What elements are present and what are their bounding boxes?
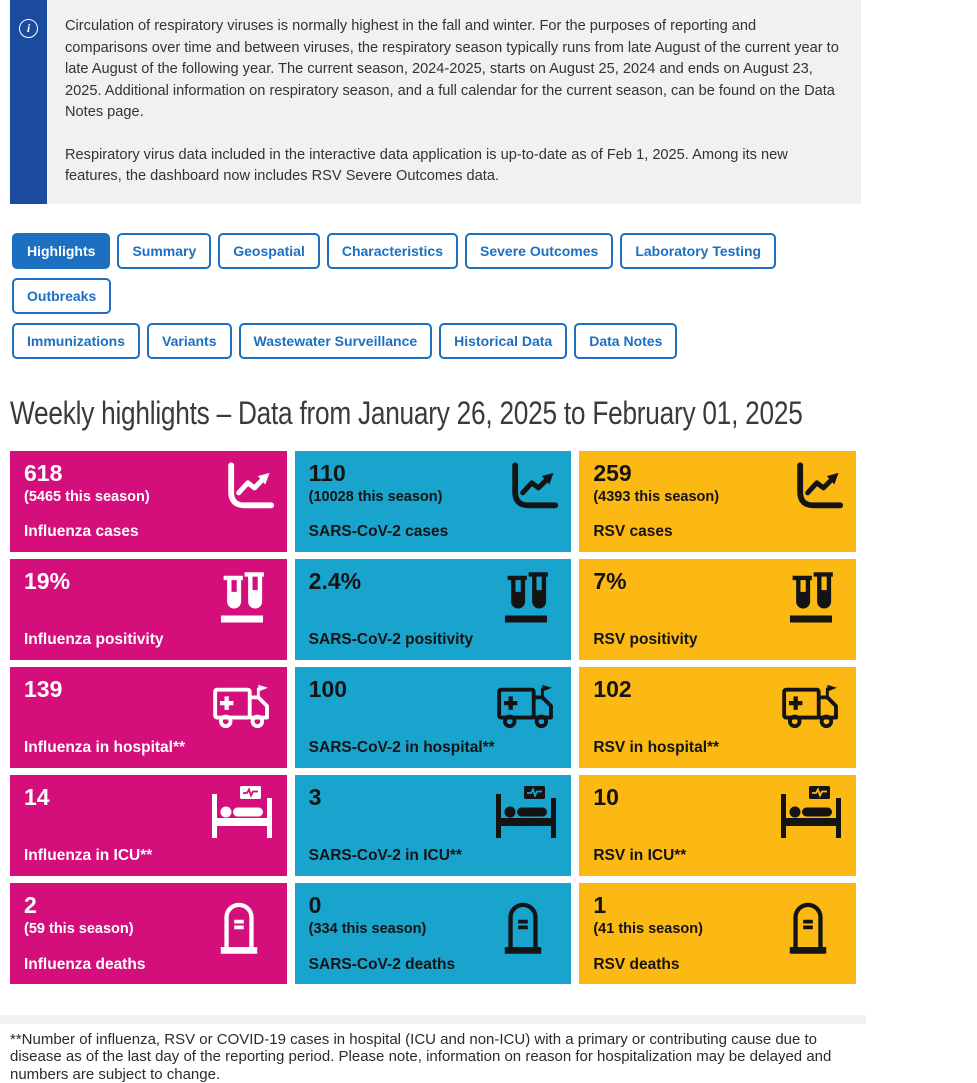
stat-label: RSV in hospital** [593, 739, 843, 757]
stat-label: SARS-CoV-2 deaths [309, 956, 559, 974]
hospital-bed-icon [494, 786, 558, 840]
card-rsv-deaths [579, 883, 856, 984]
hospital-bed-icon [779, 786, 843, 840]
stat-value: 7% [593, 568, 626, 594]
tab-geospatial[interactable]: Geospatial [218, 233, 320, 269]
test-tubes-icon [498, 570, 554, 626]
tab-variants[interactable]: Variants [147, 323, 231, 359]
stat-value: 139 [24, 676, 62, 702]
stat-label: SARS-CoV-2 positivity [309, 631, 559, 649]
tombstone-icon [216, 894, 262, 956]
hospitalization-footnote: **Number of influenza, RSV or COVID-19 cases in hospital (ICU and non-ICU) with a primary or contributing cause due to disease as of the last day of the reporting period. Please note, information on reason for hospitalization may be delayed and numbers are subject to change. [10, 1031, 856, 1083]
tab-highlights[interactable]: Highlights [12, 233, 110, 269]
ambulance-icon [496, 682, 558, 730]
tab-immunizations[interactable]: Immunizations [12, 323, 140, 359]
stat-value: 1 [593, 892, 703, 918]
card-influenza-cases [10, 451, 287, 552]
stat-value: 2 [24, 892, 134, 918]
stat-label: SARS-CoV-2 cases [309, 523, 559, 541]
info-banner [10, 0, 861, 204]
tab-laboratory-testing[interactable]: Laboratory Testing [620, 233, 776, 269]
info-circle-icon: i [19, 19, 38, 38]
card-sarscov2-in-icu [295, 775, 572, 876]
stat-season-note: (59 this season) [24, 921, 134, 937]
card-rsv-in-icu [579, 775, 856, 876]
stat-value: 259 [593, 460, 719, 486]
tab-severe-outcomes[interactable]: Severe Outcomes [465, 233, 613, 269]
stat-season-note: (10028 this season) [309, 489, 443, 505]
stat-season-note: (41 this season) [593, 921, 703, 937]
stat-label: RSV deaths [593, 956, 843, 974]
card-influenza-in-hospital [10, 667, 287, 768]
stat-label: Influenza positivity [24, 631, 274, 649]
stat-value: 0 [309, 892, 427, 918]
card-influenza-in-icu [10, 775, 287, 876]
dashboard-tab-bar [12, 233, 856, 368]
stat-label: Influenza in hospital** [24, 739, 274, 757]
test-tubes-icon [214, 570, 270, 626]
stat-value: 2.4% [309, 568, 361, 594]
tab-summary[interactable]: Summary [117, 233, 211, 269]
tombstone-icon [500, 894, 546, 956]
stats-grid [10, 451, 856, 984]
card-influenza-deaths [10, 883, 287, 984]
tab-historical-data[interactable]: Historical Data [439, 323, 567, 359]
section-divider [0, 1015, 866, 1024]
page-title: Weekly highlights – Data from January 26, 2025 to February 01, 2025 [10, 395, 856, 432]
stat-value: 100 [309, 676, 347, 702]
stat-label: Influenza in ICU** [24, 847, 274, 865]
ambulance-icon [212, 682, 274, 730]
stat-label: Influenza deaths [24, 956, 274, 974]
tab-outbreaks[interactable]: Outbreaks [12, 278, 111, 314]
card-sarscov2-deaths [295, 883, 572, 984]
stat-value: 102 [593, 676, 631, 702]
stat-season-note: (4393 this season) [593, 489, 719, 505]
stat-label: RSV positivity [593, 631, 843, 649]
trend-chart-icon [220, 462, 274, 512]
card-sarscov2-in-hospital [295, 667, 572, 768]
stat-label: SARS-CoV-2 in hospital** [309, 739, 559, 757]
stat-label: SARS-CoV-2 in ICU** [309, 847, 559, 865]
trend-chart-icon [504, 462, 558, 512]
stat-value: 110 [309, 460, 443, 486]
info-paragraph-season: Circulation of respiratory viruses is normally highest in the fall and winter. For the purposes of reporting and comparisons over time and between viruses, the respiratory season typically runs from late August of the current year to late August of the following year. The current season, 2024-2025, starts on August 25, 2024 and ends on August 23, 2025. Additional information on respiratory season, and a full calendar for the current season, can be found on the Data Notes page. [65, 16, 841, 124]
test-tubes-icon [783, 570, 839, 626]
stat-value: 19% [24, 568, 70, 594]
hospital-bed-icon [210, 786, 274, 840]
stat-value: 14 [24, 784, 50, 810]
tab-data-notes[interactable]: Data Notes [574, 323, 677, 359]
tab-wastewater-surveillance[interactable]: Wastewater Surveillance [239, 323, 433, 359]
card-rsv-in-hospital [579, 667, 856, 768]
stat-label: RSV cases [593, 523, 843, 541]
ambulance-icon [781, 682, 843, 730]
trend-chart-icon [789, 462, 843, 512]
tab-characteristics[interactable]: Characteristics [327, 233, 458, 269]
card-rsv-positivity [579, 559, 856, 660]
card-rsv-cases [579, 451, 856, 552]
stat-value: 618 [24, 460, 150, 486]
card-influenza-positivity [10, 559, 287, 660]
card-sarscov2-positivity [295, 559, 572, 660]
stat-season-note: (334 this season) [309, 921, 427, 937]
stat-value: 10 [593, 784, 619, 810]
info-paragraph-update: Respiratory virus data included in the interactive data application is up-to-date as of Feb 1, 2025. Among its new features, the dashboard now includes RSV Severe Outcomes data. [65, 145, 841, 188]
stat-label: RSV in ICU** [593, 847, 843, 865]
stat-value: 3 [309, 784, 322, 810]
tombstone-icon [785, 894, 831, 956]
info-banner-stripe [10, 0, 47, 204]
stat-season-note: (5465 this season) [24, 489, 150, 505]
stat-label: Influenza cases [24, 523, 274, 541]
card-sarscov2-cases [295, 451, 572, 552]
info-banner-content [47, 0, 861, 204]
